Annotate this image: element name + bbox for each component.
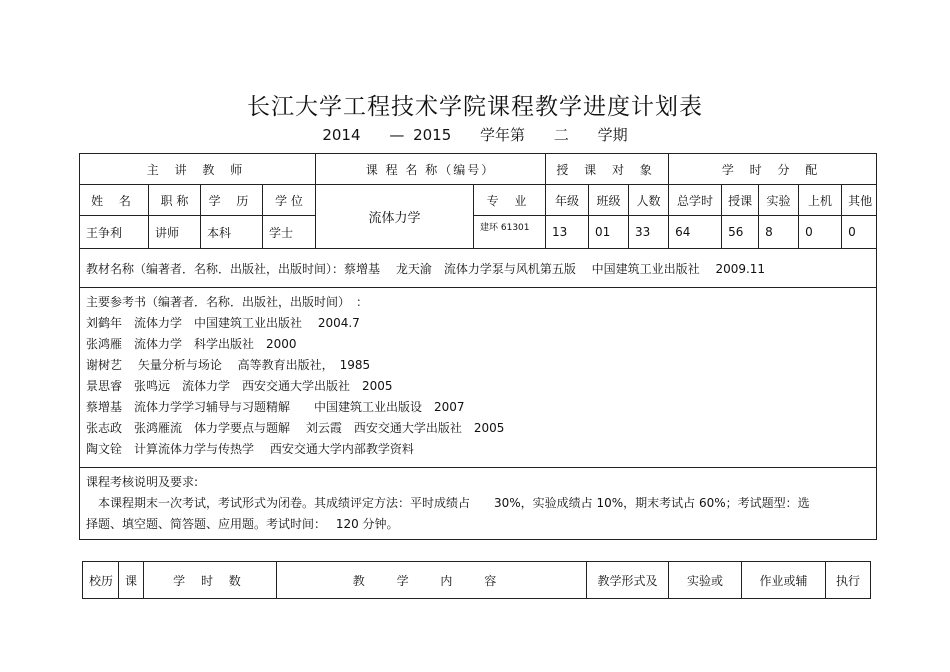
lab-value: 8 xyxy=(759,216,799,249)
textbook-row xyxy=(80,249,877,288)
total-hours-value: 64 xyxy=(669,216,722,249)
year-label: 学年第 xyxy=(480,126,526,144)
reference-item: 张志政 张鸿雁流 体力学要点与题解 刘云霞 西安交通大学出版社 2005 xyxy=(86,421,505,435)
class-value: 01 xyxy=(589,216,629,249)
page-title: 长江大学工程技术学院课程教学进度计划表 xyxy=(247,94,703,120)
major-header: 专 业 xyxy=(474,185,546,216)
textbook-info: 教材名称（编著者．名称．出版社，出版时间）：蔡增基 龙天渝 流体力学泵与风机第五版 中国建筑工业出版社 2009.11 xyxy=(80,249,877,288)
teaching-form-header: 教学形式及 xyxy=(587,562,669,599)
course-header: 课 程 名 称（编号） xyxy=(316,154,546,185)
teacher-header: 主 讲 教 师 xyxy=(80,154,316,185)
reference-item: 陶文铨 计算流体力学与传热学 西安交通大学内部教学资料 xyxy=(86,442,414,456)
rank-header: 职 称 xyxy=(149,185,201,216)
course-name: 流体力学 xyxy=(316,185,474,249)
name-header: 姓 名 xyxy=(80,185,149,216)
class-header: 班级 xyxy=(589,185,629,216)
header-row-1 xyxy=(80,154,877,185)
grade-header: 年级 xyxy=(546,185,589,216)
reference-item: 张鸿雁 流体力学 科学出版社 2000 xyxy=(86,337,297,351)
teacher-education: 本科 xyxy=(201,216,263,249)
assessment-heading: 课程考核说明及要求: xyxy=(86,475,199,489)
other-value: 0 xyxy=(842,216,877,249)
other-header: 其他 xyxy=(842,185,877,216)
count-value: 33 xyxy=(629,216,669,249)
education-header: 学 历 xyxy=(201,185,263,216)
semester-line xyxy=(0,124,950,145)
course-plan-table xyxy=(79,153,877,540)
lab-header: 实验 xyxy=(759,185,799,216)
references-row xyxy=(80,288,877,468)
lecture-value: 56 xyxy=(722,216,759,249)
assessment-line-1: 本课程期末一次考试，考试形式为闭卷。其成绩评定方法：平时成绩占 30%，实验成绩占 10%，期末考试占 60%；考试题型：选 xyxy=(98,496,810,510)
header-row-2 xyxy=(80,185,877,216)
grade-value: 13 xyxy=(546,216,589,249)
hours-count-header: 学 时 数 xyxy=(144,562,277,599)
teacher-name: 王争利 xyxy=(80,216,149,249)
lecture-header: 授课 xyxy=(722,185,759,216)
schedule-table xyxy=(82,561,871,599)
computer-value: 0 xyxy=(799,216,842,249)
teacher-degree: 学士 xyxy=(263,216,316,249)
calendar-header: 校历 xyxy=(83,562,119,599)
reference-item: 刘鹤年 流体力学 中国建筑工业出版社 2004.7 xyxy=(86,316,360,330)
year-start: 2014 xyxy=(322,126,361,144)
year-end: — 2015 xyxy=(389,126,452,144)
reference-item: 谢树艺 矢量分析与场论 高等教育出版社， 1985 xyxy=(86,358,371,372)
teacher-rank: 讲师 xyxy=(149,216,201,249)
homework-header: 作业或辅 xyxy=(742,562,826,599)
hours-header: 学 时 分 配 xyxy=(669,154,877,185)
total-hours-header: 总学时 xyxy=(669,185,722,216)
computer-header: 上机 xyxy=(799,185,842,216)
experiment-header: 实验或 xyxy=(669,562,742,599)
references-block xyxy=(80,288,877,468)
execution-header: 执行 xyxy=(826,562,871,599)
lesson-header: 课 xyxy=(119,562,144,599)
assessment-line-2: 择题、填空题、简答题、应用题。考试时间： 120 分钟。 xyxy=(86,517,399,531)
data-row xyxy=(80,216,877,249)
degree-header: 学 位 xyxy=(263,185,316,216)
target-header: 授 课 对 象 xyxy=(546,154,669,185)
assessment-block xyxy=(80,468,877,540)
count-header: 人数 xyxy=(629,185,669,216)
assessment-row xyxy=(80,468,877,540)
major-value: 建环 61301 xyxy=(474,216,546,249)
term-suffix: 学期 xyxy=(597,126,628,144)
references-heading: 主要参考书（编著者．名称．出版社，出版时间） ： xyxy=(86,295,369,309)
reference-item: 蔡增基 流体力学学习辅导与习题精解 中国建筑工业出版设 2007 xyxy=(86,400,465,414)
term-number: 二 xyxy=(553,126,569,144)
schedule-header-row xyxy=(83,562,871,599)
content-header: 教 学 内 容 xyxy=(277,562,587,599)
reference-item: 景思睿 张鸣远 流体力学 西安交通大学出版社 2005 xyxy=(86,379,393,393)
